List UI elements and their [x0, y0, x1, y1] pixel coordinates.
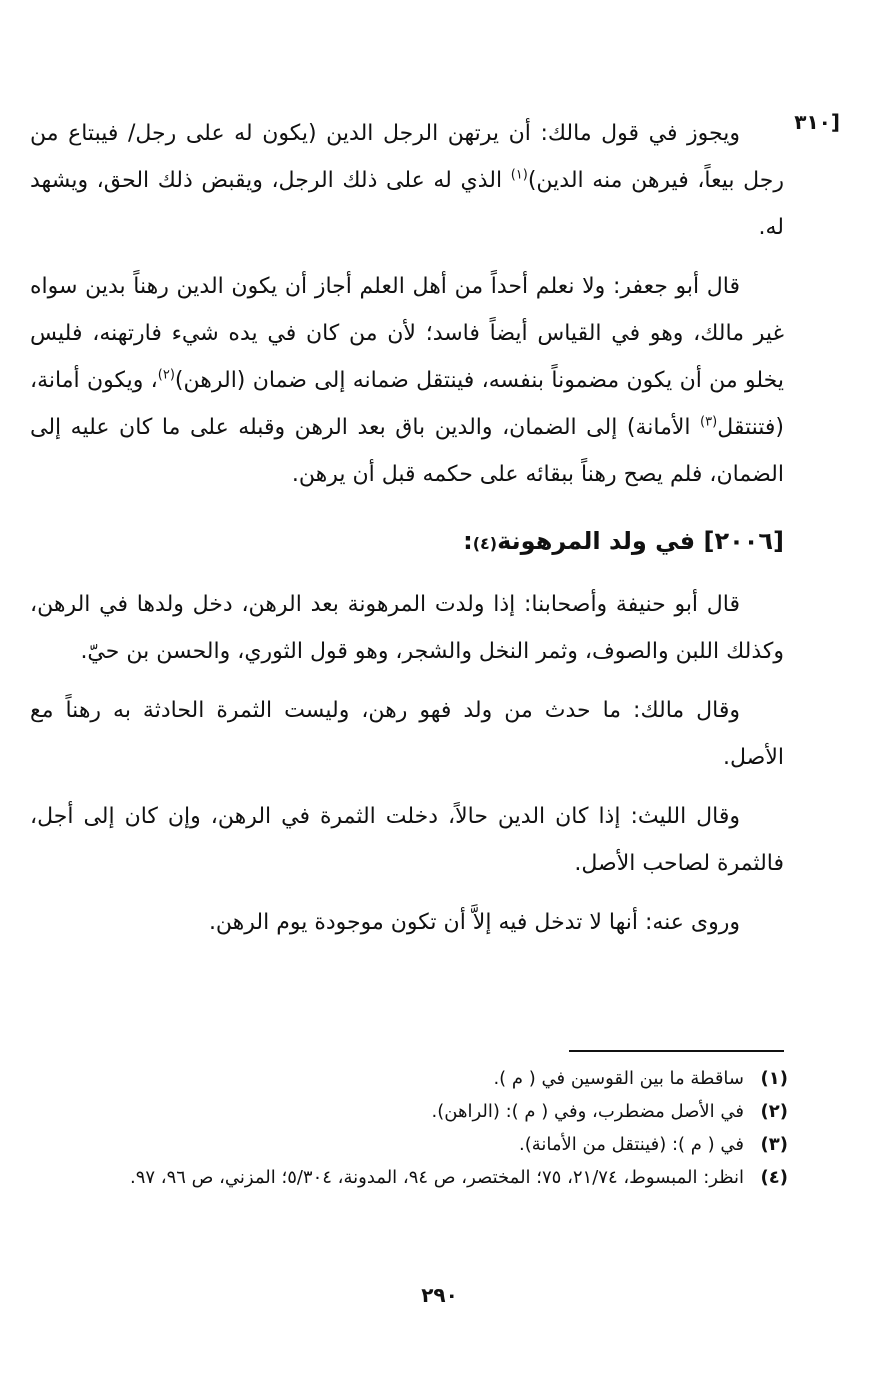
- spacer: [30, 251, 784, 263]
- page-body: [30, 110, 840, 946]
- section-number: [٢٠٠٦]: [703, 527, 784, 555]
- footnote-1: [30, 1062, 788, 1095]
- paragraph-2: [30, 263, 784, 498]
- paragraph-2-mid: ، ويكون أمانة، (فتنتقل: [30, 368, 784, 440]
- footnote-separator: [569, 1050, 784, 1052]
- spacer: [30, 887, 784, 899]
- footnote-ref-2[interactable]: (٢): [157, 367, 175, 383]
- footnote-text: في ( م ): (فينتقل من الأمانة).: [519, 1134, 744, 1155]
- footnote-3: [30, 1128, 788, 1161]
- footnote-text: ساقطة ما بين القوسين في ( م ).: [493, 1068, 744, 1089]
- paragraph-6: وروى عنه: أنها لا تدخل فيه إلاَّ أن تكون موجودة يوم الرهن.: [208, 910, 740, 935]
- footnote-4: [30, 1161, 788, 1194]
- footnote-2: [30, 1095, 788, 1128]
- section-title: في ولد المرهونة: [497, 527, 704, 555]
- footnote-ref-4[interactable]: (٤): [472, 534, 498, 553]
- footnote-ref-1[interactable]: (١): [510, 167, 528, 183]
- paragraph-1-text: ويجوز في قول مالك: أن يرتهن الرجل الدين (يكون له على رجل/ فيبتاع من رجل بيعاً، فيرهن منه الدين): [30, 121, 784, 193]
- spacer: [30, 675, 784, 687]
- footnote-number: (٤): [760, 1167, 788, 1188]
- spacer: [30, 781, 784, 793]
- paragraph-1-end: الذي له على ذلك الرجل، ويقبض ذلك الحق، ويشهد له.: [30, 168, 784, 240]
- spacer: [30, 498, 784, 516]
- paragraph-5: وقال الليث: إذا كان الدين حالاً، دخلت الثمرة في الرهن، وإن كان إلى أجل، فالثمرة لصاحب الأصل.: [30, 804, 784, 876]
- page-number: ٢٩٠: [421, 1283, 458, 1307]
- footnote-ref-3[interactable]: (٣): [700, 414, 718, 430]
- paragraph-3: قال أبو حنيفة وأصحابنا: إذا ولدت المرهونة بعد الرهن، دخل ولدها في الرهن، وكذلك اللبن والصوف، وثمر النخل والشجر، وهو قول الثوري، والحسن بن حيّ.: [30, 592, 784, 664]
- folio-reference: [٣١٠: [794, 110, 840, 134]
- footnote-number: (٣): [760, 1134, 788, 1155]
- paragraph-2-end: الأمانة) إلى الضمان، والدين باق بعد الرهن وقبله على ما كان عليه إلى الضمان، فلم يصح رهناً ببقائه على حكمه قبل أن يرهن.: [30, 415, 784, 487]
- paragraph-2-text: قال أبو جعفر: ولا نعلم أحداً من أهل العلم أجاز أن يكون الدين رهناً بدين سواه غير مالك، وهو في القياس أيضاً فاسد؛ لأن من كان في يده شيء فارتهنه، فليس يخلو من أن يكون مضموناً بنفسه، فينتقل ضمانه إلى ضمان (الرهن): [30, 274, 784, 393]
- footnote-number: (٢): [760, 1101, 788, 1122]
- footnotes: [30, 1062, 788, 1194]
- paragraph-1: [30, 110, 784, 251]
- paragraph-4: وقال مالك: ما حدث من ولد فهو رهن، وليست الثمرة الحادثة به رهناً مع الأصل.: [30, 698, 784, 770]
- footnote-text: في الأصل مضطرب، وفي ( م ): (الراهن).: [431, 1101, 744, 1122]
- spacer: [30, 569, 784, 581]
- footnote-text: انظر: المبسوط، ٢١/٧٤، ٧٥؛ المختصر، ص ٩٤، المدونة، ٥/٣٠٤؛ المزني، ص ٩٦، ٩٧.: [129, 1167, 744, 1188]
- heading-colon: :: [463, 527, 473, 555]
- footnote-number: (١): [760, 1068, 788, 1089]
- section-heading: [30, 516, 784, 569]
